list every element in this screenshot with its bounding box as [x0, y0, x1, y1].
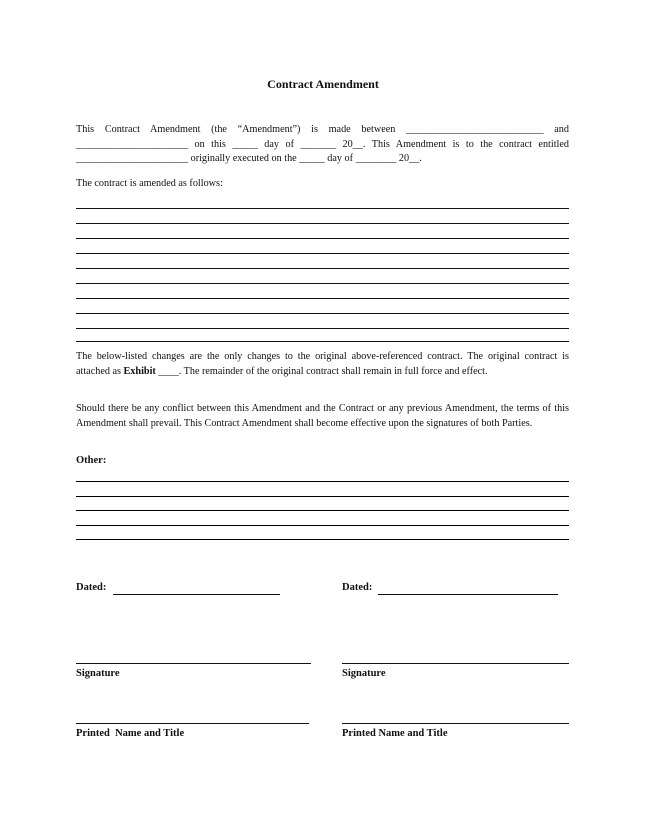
other-line-2[interactable] [76, 496, 569, 497]
original-day-blank[interactable]: _____ [299, 153, 325, 164]
document-title: Contract Amendment [267, 77, 379, 91]
party-two-blank[interactable]: ______________________ [76, 138, 189, 150]
below-listed-paragraph [76, 350, 569, 379]
printed-name-right-line[interactable] [342, 723, 569, 724]
amendment-line-2[interactable] [76, 223, 569, 224]
printed-name-left-line[interactable] [76, 723, 309, 724]
exhibit-blank[interactable]: ____ [155, 365, 179, 377]
printed-name-right-label: Printed Name and Title [342, 728, 448, 739]
conflict-paragraph: Should there be any conflict between this Amendment and the Contract or any previous Amendment, the terms of this Amendment shall prevail. This Contract Amendment shall become effective upon the signatures of both Parties. [76, 403, 569, 429]
amendment-line-3[interactable] [76, 238, 569, 239]
intro-text-2: and [543, 124, 569, 135]
exhibit-word: Exhibit [123, 365, 156, 377]
signature-right-line[interactable] [342, 663, 569, 664]
intro-text-4: day of [257, 138, 301, 150]
amended-heading: The contract is amended as follows: [76, 178, 223, 189]
month-blank[interactable]: _______ [300, 138, 337, 150]
intro-text-7: day of [324, 153, 356, 164]
other-label: Other: [76, 455, 107, 466]
signature-right-label: Signature [342, 668, 386, 679]
amendment-line-10[interactable] [76, 341, 569, 342]
other-line-5[interactable] [76, 539, 569, 540]
dated-left-label: Dated: [76, 582, 107, 593]
party-one-blank[interactable]: ___________________________ [406, 124, 544, 135]
day-blank[interactable]: _____ [232, 138, 258, 150]
other-line-3[interactable] [76, 510, 569, 511]
dated-right-label: Dated: [342, 582, 373, 593]
below-listed-text-1: The below-listed changes are the only changes to the original above-referenced contract. The original contract is attached as [76, 351, 569, 377]
signature-left-line[interactable] [76, 663, 311, 664]
other-line-4[interactable] [76, 525, 569, 526]
intro-text-3: on this [188, 138, 233, 150]
printed-name-left-label: Printed Name and Title [76, 728, 185, 739]
contract-name-blank[interactable]: ______________________ [76, 153, 189, 164]
intro-text-8: 20__. [396, 153, 422, 164]
amendment-line-6[interactable] [76, 283, 569, 284]
intro-text-1: This Contract Amendment (the “Amendment”) is made between [76, 124, 407, 135]
signature-left-label: Signature [76, 668, 120, 679]
amendment-line-5[interactable] [76, 268, 569, 269]
other-line-1[interactable] [76, 481, 569, 482]
amendment-line-4[interactable] [76, 253, 569, 254]
intro-paragraph [76, 123, 569, 167]
original-month-blank[interactable]: ________ [355, 153, 397, 164]
dated-right-blank[interactable] [378, 594, 558, 595]
amendment-line-7[interactable] [76, 298, 569, 299]
amendment-line-9[interactable] [76, 328, 569, 329]
amendment-line-1[interactable] [76, 208, 569, 209]
dated-left-blank[interactable] [113, 594, 280, 595]
intro-text-5: 20__. This Amendment is to the contract entitled [336, 138, 569, 150]
intro-text-6: originally executed on the [188, 153, 300, 164]
below-listed-text-2: . The remainder of the original contract shall remain in full force and effect. [178, 365, 488, 377]
amendment-line-8[interactable] [76, 313, 569, 314]
